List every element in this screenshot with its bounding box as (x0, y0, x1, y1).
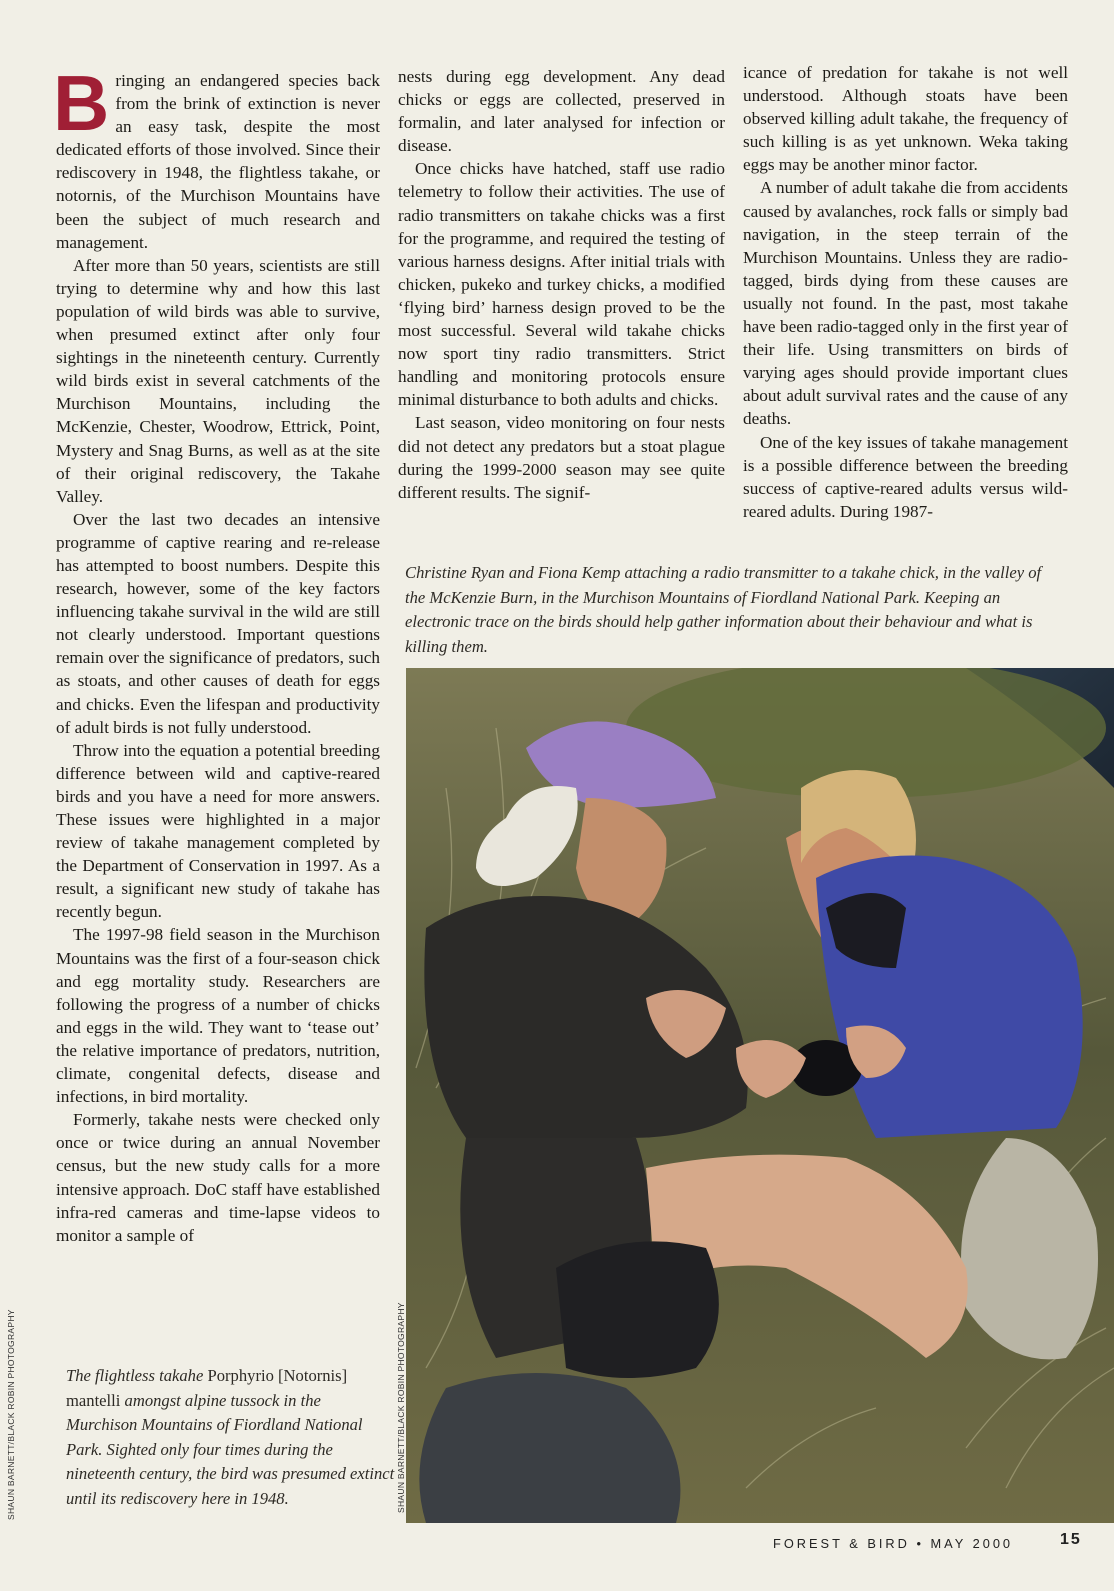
takahe-caption (66, 1364, 396, 1511)
article-column-1 (53, 59, 380, 1247)
researchers-photo (406, 668, 1114, 1523)
article-paragraph: icance of predation for takahe is not well understood. Although stoats have been observed killing adult takahe, the frequency of such killing is as yet unknown. Weka taking eggs may be another minor factor. (743, 63, 1068, 175)
caption-text: amongst alpine tussock in the Murchison Mountains of Fiordland National Park. Sighted only four times during the nineteenth century, the bird was presumed extinct until its rediscovery here in 1948. (66, 1390, 395, 1508)
article-paragraph: The 1997-98 field season in the Murchison Mountains was the first of a four-season chick and egg mortality study. Researchers are following the progress of a number of chicks and eggs in the wild. They want to ‘tease out’ the relative importance of predators, nutrition, climate, congenital defects, disease and infections, in bird mortality. (56, 925, 380, 1107)
article-paragraph: A number of adult takahe die from accidents caused by avalanches, rock falls or simply bad navigation, in the steep terrain of the Murchison Mountains. Unless they are radio-tagged, birds dying from these causes are usually not found. In the past, most takahe have been radio-tagged only in the first year of their life. Using transmitters on birds of varying ages should provide important clues about adult survival rates and the cause of any deaths. (743, 178, 1068, 429)
paragraph-text: ringing an endangered species back from the brink of extinction is never an easy task, despite the most dedicated efforts of those involved. Since their rediscovery in 1948, the flightless takahe, or notornis, of the Murchison Mountains have been the subject of much research and management. (56, 71, 380, 252)
page-number: 15 (1060, 1531, 1082, 1548)
article-paragraph: Over the last two decades an intensive programme of captive rearing and re-release has attempted to boost numbers. Despite this research, however, some of the key factors influencing takahe survival in the wild are still not clearly understood. Important questions remain over the significance of predators, such as stoats, and other causes of death for eggs and chicks. Even the lifespan and productivity of adult birds is not fully understood. (56, 509, 380, 737)
article-column-2 (398, 65, 725, 504)
drop-cap: B (53, 59, 110, 147)
photo-credit-main: SHAUN BARNETT/BLACK ROBIN PHOTOGRAPHY (396, 1302, 406, 1513)
article-paragraph: Last season, video monitoring on four nests did not detect any predators but a stoat plague during the 1999-2000 season may see quite different results. The signif- (398, 413, 725, 502)
photo-caption: Christine Ryan and Fiona Kemp attaching a radio transmitter to a takahe chick, in the valley of the McKenzie Burn, in the Murchison Mountains of Fiordland National Park. Keeping an electronic trace on the birds should help gather information about their behaviour and what is killing them. (405, 563, 1042, 656)
article-paragraph: After more than 50 years, scientists are still trying to determine why and how this last population of wild birds was able to survive, when presumed extinct after only four sightings in the nineteenth century. Currently wild birds exist in several catchments of the Murchison Mountains, including the McKenzie, Chester, Woodrow, Ettrick, Point, Mystery and Snag Burns, as well as at the site of their original rediscovery, the Takahe Valley. (56, 255, 380, 506)
article-paragraph: Throw into the equation a potential breeding difference between wild and captive-reared birds and you have a need for more answers. These issues were highlighted in a major review of takahe management completed by the Department of Conservation in 1997. As a result, a significant new study of takahe has recently begun. (56, 740, 380, 922)
magazine-footer: FOREST & BIRD • MAY 2000 (773, 1536, 1014, 1551)
article-paragraph: Once chicks have hatched, staff use radio telemetry to follow their activities. The use of radio transmitters on takahe chicks was a first for the programme, and required the testing of various harness designs. After initial trials with chicken, pukeko and turkey chicks, a modified ‘flying bird’ harness design proved to be the most successful. Several wild takahe chicks now sport tiny radio transmitters. Strict handling and monitoring protocols ensure minimal disturbance to both adults and chicks. (398, 159, 725, 410)
caption-text: The flightless takahe (66, 1366, 208, 1385)
species-name: Porphyrio [Notornis] mantelli (66, 1366, 348, 1410)
article-paragraph: One of the key issues of takahe management is a possible difference between the breeding success of captive-reared adults versus wild-reared adults. During 1987- (743, 432, 1068, 521)
photo-credit-left: SHAUN BARNETT/BLACK ROBIN PHOTOGRAPHY (6, 1309, 16, 1520)
photo-illustration (406, 668, 1114, 1523)
article-paragraph: nests during egg development. Any dead chicks or eggs are collected, preserved in formalin, and later analysed for infection or disease. (398, 67, 725, 156)
article-paragraph: Formerly, takahe nests were checked only once or twice during an annual November census, but the new study calls for a more intensive approach. DoC staff have established infra-red cameras and time-lapse videos to monitor a sample of (56, 1110, 380, 1245)
article-column-3 (743, 61, 1068, 523)
article-paragraph (53, 59, 380, 254)
